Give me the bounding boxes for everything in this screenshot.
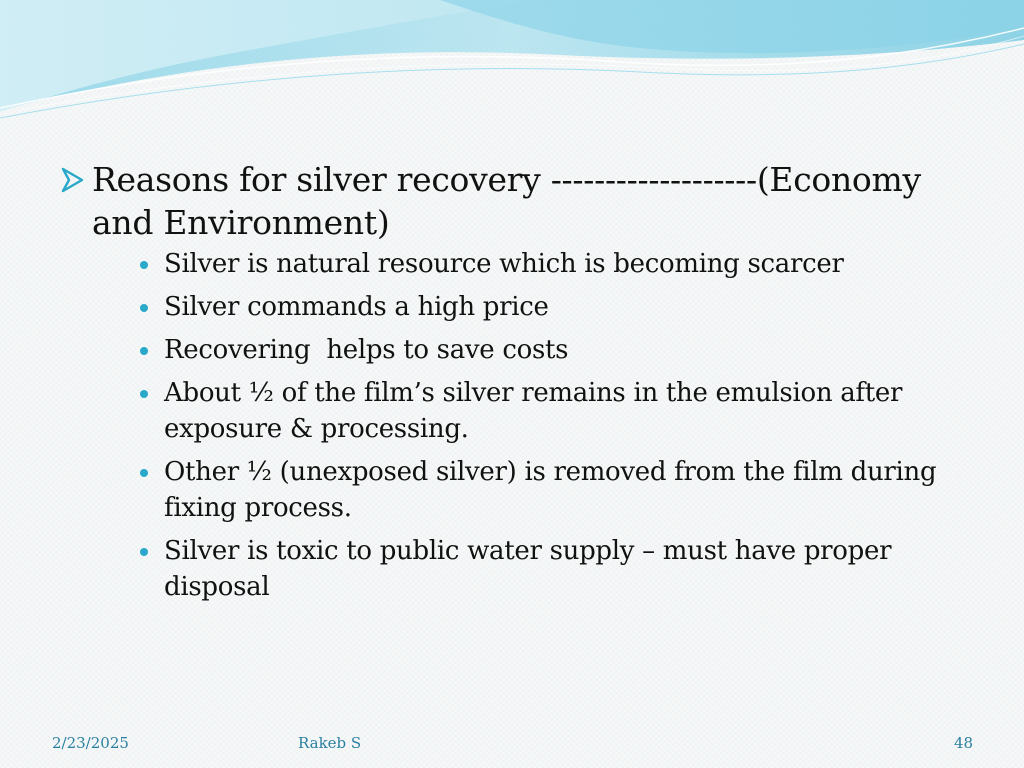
slide-content (60, 158, 960, 612)
list-item-text: Recovering helps to save costs (164, 335, 569, 365)
page-number: 48 (954, 734, 974, 752)
footer-author: Rakeb S (298, 734, 362, 752)
header-wave-decoration (0, 0, 1024, 130)
sub-bullet-list (60, 246, 960, 605)
list-item-text: Silver commands a high price (164, 292, 549, 322)
list-item-text: Silver is natural resource which is becoming scarcer (164, 249, 844, 279)
dot-bullet-icon (140, 390, 148, 398)
dot-bullet-icon (140, 304, 148, 312)
list-item (60, 289, 960, 325)
dot-bullet-icon (140, 347, 148, 355)
heading-bullet (60, 158, 960, 244)
list-item (60, 533, 960, 605)
footer-date: 2/23/2025 (52, 734, 129, 752)
dot-bullet-icon (140, 261, 148, 269)
list-item-text: About ½ of the film’s silver remains in the emulsion after exposure & processing. (164, 378, 903, 444)
dot-bullet-icon (140, 548, 148, 556)
list-item (60, 375, 960, 447)
list-item (60, 246, 960, 282)
heading-text: Reasons for silver recovery -------------------(Economy and Environment) (92, 160, 921, 242)
list-item (60, 454, 960, 526)
list-item-text: Other ½ (unexposed silver) is removed from the film during fixing process. (164, 457, 937, 523)
dot-bullet-icon (140, 469, 148, 477)
list-item-text: Silver is toxic to public water supply – must have proper disposal (164, 536, 892, 602)
arrow-bullet-icon (60, 166, 86, 194)
list-item (60, 332, 960, 368)
